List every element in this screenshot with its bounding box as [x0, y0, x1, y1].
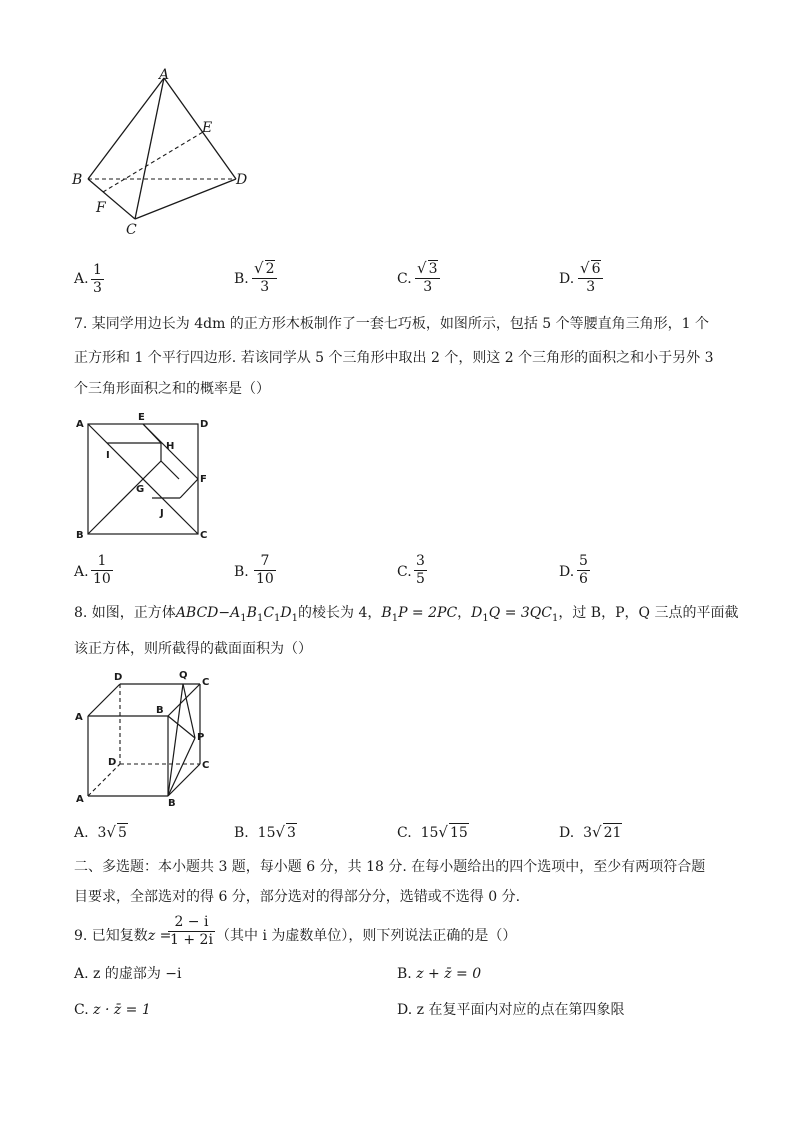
- q8-label-a1: A: [75, 712, 83, 723]
- q8-label-d1: D: [114, 672, 123, 683]
- q8-label-q: Q: [179, 670, 188, 681]
- q6-label-d: D: [236, 172, 248, 188]
- q7-label-b: B: [76, 530, 84, 541]
- q6-label-b: B: [72, 172, 83, 188]
- q8-option-a[interactable]: A. 3√ 5: [74, 823, 127, 841]
- q7-label-c: C: [200, 530, 208, 541]
- q8-option-d[interactable]: D. 3√ 21: [559, 823, 622, 841]
- q9-option-d[interactable]: D. z 在复平面内对应的点在第四象限: [397, 1002, 625, 1018]
- q7-label-h: H: [166, 441, 175, 452]
- q7-stem-line-2: 正方形和 1 个平行四边形. 若该同学从 5 个三角形中取出 2 个，则这 2 个三角形的面积之和小于另外 3: [74, 350, 714, 366]
- q9-option-b[interactable]: B. z + z̄ = 0: [397, 966, 482, 982]
- q8-stem-line-1: 8. 如图，正方体$ABCD-A_1B_1C_1D_1$的棱长为 4，$B_1P = 2PC$，$D_1Q = 3QC_1$，过 B，P，Q 三点的平面截: [74, 605, 739, 624]
- q7-stem-line-3: 个三角形面积之和的概率是（）: [74, 381, 270, 397]
- q8-stem-line-2: 该正方体，则所截得的截面面积为（）: [74, 641, 312, 657]
- q7-label-j: J: [160, 508, 164, 519]
- q7-option-a-value: $\frac{1}{10}$: [93, 553, 111, 587]
- q7-option-a-label[interactable]: A.: [74, 564, 89, 580]
- q7-label-e: E: [138, 412, 145, 423]
- q6-label-c: C: [126, 222, 137, 238]
- q8-label-c1: C: [202, 677, 210, 688]
- q9-option-a[interactable]: A. z 的虚部为 −i: [74, 966, 182, 982]
- q6-option-d-value: $\frac{√ 6}{3}$: [578, 260, 603, 296]
- q8-label-b: B: [168, 798, 176, 808]
- q7-option-d-value: $\frac{5}{6}$: [579, 553, 588, 587]
- q6-option-c-value: $\frac{√ 3}{3}$: [415, 260, 440, 296]
- section2-instructions-line-1: 二、多选题：本小题共 3 题，每小题 6 分，共 18 分. 在每小题给出的四个选项中，至少有两项符合题: [74, 859, 706, 875]
- q7-label-a: A: [76, 419, 84, 430]
- q6-option-b-value: $\frac{√ 2}{3}$: [252, 260, 277, 296]
- q7-tangram-figure: [70, 406, 215, 542]
- q6-tetrahedron-figure: [66, 66, 256, 241]
- q6-option-b-label[interactable]: B.: [234, 271, 249, 287]
- q7-label-i: I: [106, 450, 110, 461]
- q7-stem-line-1: 7. 某同学用边长为 4dm 的正方形木板制作了一套七巧板，如图所示，包括 5 个等腰直角三角形，1 个: [74, 316, 710, 332]
- q8-label-b1: B: [156, 705, 164, 716]
- q9-option-c[interactable]: C. z · z̄ = 1: [74, 1002, 151, 1018]
- q9-stem-suffix: （其中 i 为虚数单位），则下列说法正确的是（）: [216, 928, 517, 944]
- q9-stem-prefix: 9. 已知复数z =: [74, 928, 172, 944]
- q6-label-f: F: [96, 200, 106, 216]
- q6-option-a-value: $\frac{1}{3}$: [93, 262, 102, 296]
- q7-option-c-value: $\frac{3}{5}$: [416, 553, 425, 587]
- q7-option-b-label[interactable]: B.: [234, 564, 249, 580]
- q9-fraction: $\frac{2 - i}{1 + 2i}$: [170, 914, 213, 948]
- q7-option-d-label[interactable]: D.: [559, 564, 575, 580]
- q7-option-b-value: $\frac{7}{10}$: [256, 553, 274, 587]
- q7-label-d: D: [200, 419, 209, 430]
- q8-option-c[interactable]: C. 15√ 15: [397, 823, 468, 841]
- q7-label-f: F: [200, 474, 207, 485]
- q8-label-d: D: [108, 757, 117, 768]
- q8-option-b[interactable]: B. 15√ 3: [234, 823, 296, 841]
- q7-label-g: G: [136, 484, 145, 495]
- q6-label-a: A: [159, 67, 170, 83]
- q6-option-d-label[interactable]: D.: [559, 271, 575, 287]
- q7-option-c-label[interactable]: C.: [397, 564, 412, 580]
- section2-instructions-line-2: 目要求，全部选对的得 6 分，部分选对的得部分分，选错或不选得 0 分.: [74, 889, 521, 905]
- q8-label-a: A: [76, 794, 84, 805]
- q6-label-e: E: [202, 120, 213, 136]
- q8-cube-figure: [70, 668, 220, 808]
- q8-label-p: P: [197, 732, 205, 743]
- q6-option-a-label[interactable]: A.: [74, 271, 89, 287]
- q8-label-c: C: [202, 760, 210, 771]
- q6-option-c-label[interactable]: C.: [397, 271, 412, 287]
